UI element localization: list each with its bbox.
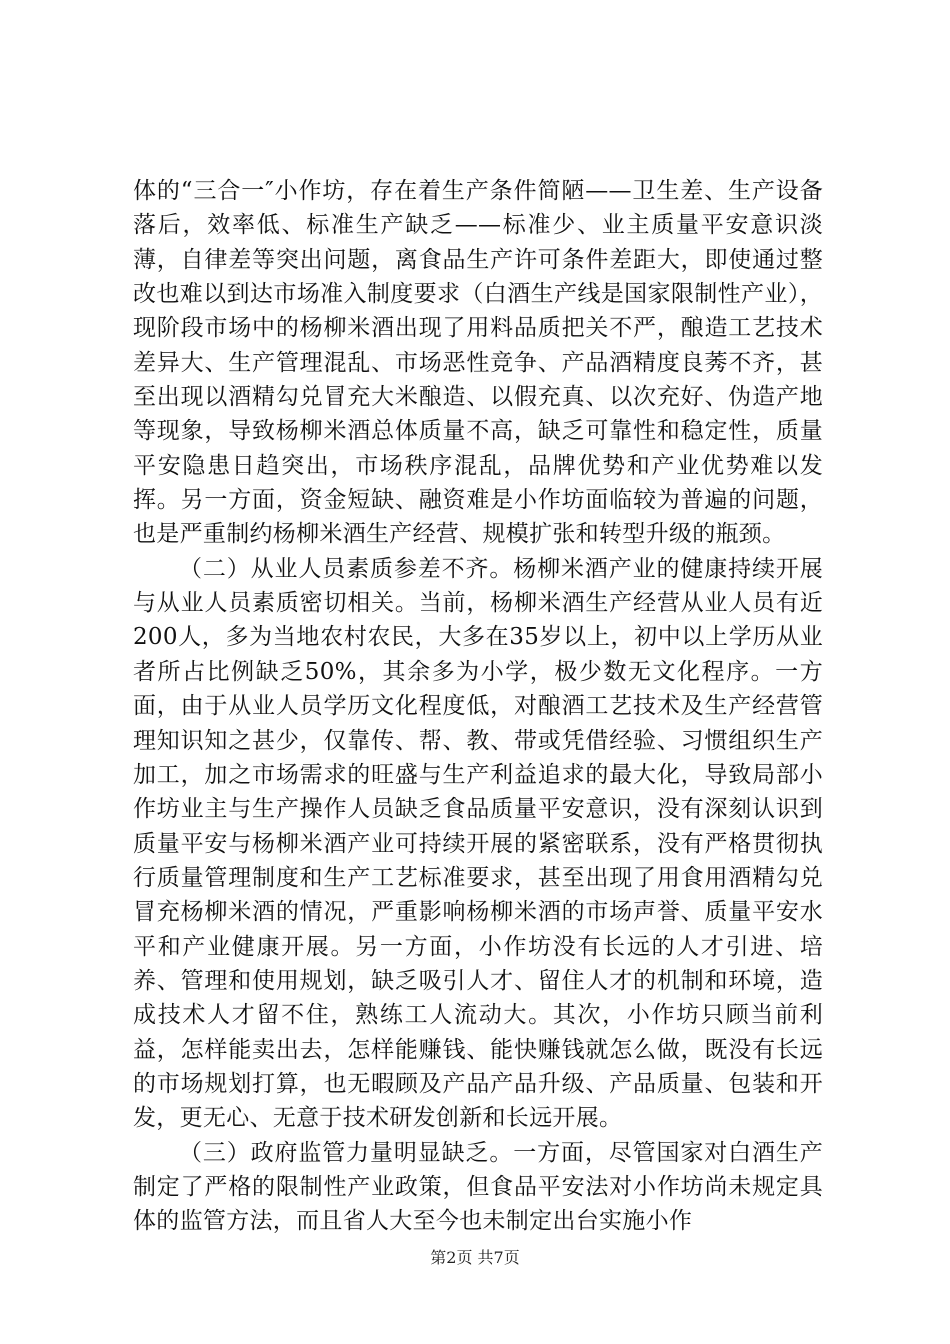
paragraph-section-2: （二）从业人员素质参差不齐。杨柳米酒产业的健康持续开展与从业人员素质密切相关。当前，杨柳米酒生产经营从业人员有近200人，多为当地农村农民，大多在35岁以上，初中以上学历从业者所占比例缺乏50%，其余多为小学，极少数无文化程序。一方面，由于从业人员学历文化程度低，对酿酒工艺技术及生产经营管理知识知之甚少，仅靠传、帮、教、带或凭借经验、习惯组织生产加工，加之市场需求的旺盛与生产利益追求的最大化，导致局部小作坊业主与生产操作人员缺乏食品质量平安意识，没有深刻认识到质量平安与杨柳米酒产业可持续开展的紧密联系，没有严格贯彻执行质量管理制度和生产工艺标准要求，甚至出现了用食用酒精勾兑冒充杨柳米酒的情况，严重影响杨柳米酒的市场声誉、质量平安水平和产业健康开展。另一方面，小作坊没有长远的人才引进、培养、管理和使用规划，缺乏吸引人才、留住人才的机制和环境，造成技术人才留不住，熟练工人流动大。其次，小作坊只顾当前利益，怎样能卖出去，怎样能赚钱、能快赚钱就怎么做，既没有长远的市场规划打算，也无暇顾及产品产品升级、产品质量、包装和开发，更无心、无意于技术研发创新和长远开展。 — [133, 555, 823, 1132]
paragraph-continuation: 体的“三合一″小作坊，存在着生产条件简陋——卫生差、生产设备落后，效率低、标准生产缺乏——标准少、业主质量平安意识淡薄，自律差等突出问题，离食品生产许可条件差距大，即使通过整改也难以到达市场准入制度要求（白酒生产线是国家限制性产业），现阶段市场中的杨柳米酒出现了用料品质把关不严，酿造工艺技术差异大、生产管理混乱、市场恶性竞争、产品酒精度良莠不齐，甚至出现以酒精勾兑冒充大米酿造、以假充真、以次充好、伪造产地等现象，导致杨柳米酒总体质量不高，缺乏可靠性和稳定性，质量平安隐患日趋突出，市场秩序混乱，品牌优势和产业优势难以发挥。另一方面，资金短缺、融资难是小作坊面临较为普遍的问题，也是严重制约杨柳米酒生产经营、规模扩张和转型升级的瓶颈。 — [133, 178, 823, 548]
document-body — [133, 174, 823, 1239]
page-footer: 第2页 共7页 — [430, 1248, 520, 1267]
paragraph-section-3: （三）政府监管力量明显缺乏。一方面，尽管国家对白酒生产制定了严格的限制性产业政策，但食品平安法对小作坊尚未规定具体的监管方法，而且省人大至今也未制定出台实施小作 — [133, 1139, 823, 1235]
